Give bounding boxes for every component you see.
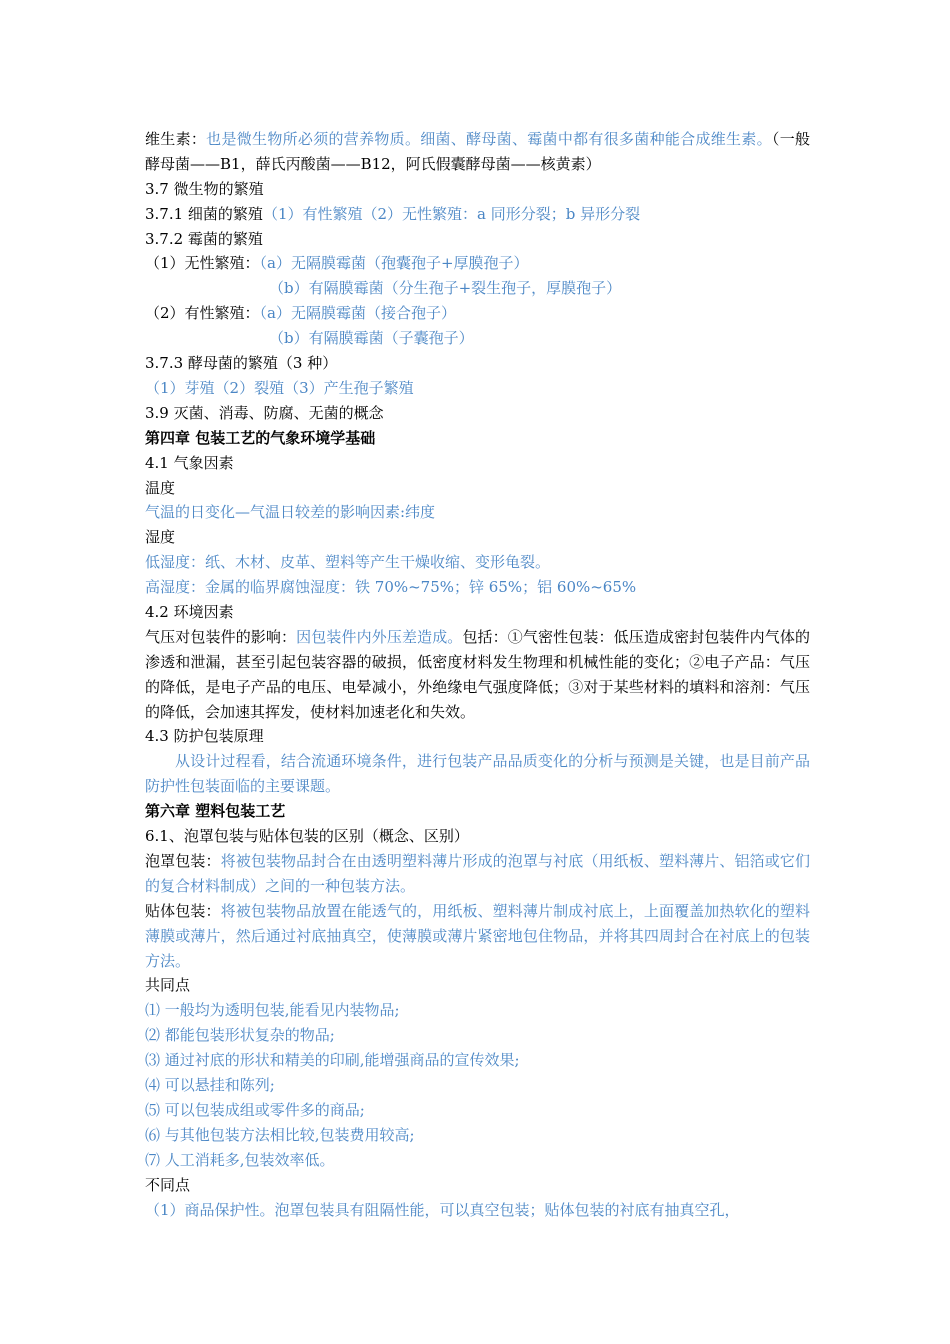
mold-sexual-a [145,301,810,326]
section-3-7-1 [145,202,810,227]
vitamin-examples: （一般酵母菌——B1，薛氏丙酸菌——B12，阿氏假囊酵母菌——核黄素） [145,130,810,173]
vitamin-desc: 也是微生物所必须的营养物质。细菌、酵母菌、霉菌中都有很多菌种能合成维生素。 [206,130,772,148]
chapter-4-title: 第四章 包装工艺的气象环境学基础 [145,428,376,447]
section-3-9: 3.9 灭菌、消毒、防腐、无菌的概念 [145,403,384,422]
mold-asexual-a [145,251,810,276]
pressure-label: 气压对包装件的影响： [145,627,297,646]
section-4-2: 4.2 环境因素 [145,602,234,621]
chapter-6-title: 第六章 塑料包装工艺 [145,802,286,821]
section-3-7-1-desc: （1）有性繁殖（2）无性繁殖：a 同形分裂；b 异形分裂 [262,204,641,223]
list-item: ⑴ 一般均为透明包装,能看见内装物品; [145,1001,400,1020]
document-page [145,127,810,1222]
blister-label: 泡罩包装： [145,851,221,870]
section-3-7: 3.7 微生物的繁殖 [145,179,264,198]
low-humidity: 低湿度：纸、木材、皮革、塑料等产生干燥收缩、变形龟裂。 [145,553,551,572]
humidity-heading: 湿度 [145,528,176,547]
high-humidity: 高湿度：金属的临界腐蚀湿度：铁 70%~75%；锌 65%；铝 60%~65% [145,578,637,597]
common-heading: 共同点 [145,976,191,995]
skin-desc: 将被包装物品放置在能透气的，用纸板、塑料薄片制成衬底上，上面覆盖加热软化的塑料薄膜或薄片，然后通过衬底抽真空，使薄膜或薄片紧密地包住物品，并将其四周封合在衬底上的包装方法。 [145,901,810,970]
section-3-7-3: 3.7.3 酵母菌的繁殖（3 种） [145,354,338,373]
list-item: ⑹ 与其他包装方法相比较,包装费用较高; [145,1125,415,1144]
list-item: ⑸ 可以包装成组或零件多的商品; [145,1100,365,1119]
difference-heading: 不同点 [145,1175,191,1194]
temperature-heading: 温度 [145,478,176,497]
pressure-details: 包括：①气密性包装：低压造成密封包装件内气体的渗透和泄漏，甚至引起包装容器的破损，低密度材料发生物理和机械性能的变化；②电子产品：气压的降低，是电子产品的电压、电晕减小，外绝缘电气强度降低；③对于某些材料的填料和溶剂：气压的降低，会加速其挥发，使材料加速老化和失效。 [145,627,810,721]
list-item: ⑷ 可以悬挂和陈列; [145,1076,275,1095]
yeast-reproduction: （1）芽殖（2）裂殖（3）产生孢子繁殖 [145,378,414,397]
list-item: ⑺ 人工消耗多,包装效率低。 [145,1150,335,1169]
section-3-7-1-title: 3.7.1 细菌的繁殖 [145,204,263,223]
skin-label: 贴体包装： [145,901,221,920]
temperature-desc: 气温的日变化—气温日较差的影响因素:纬度 [145,503,436,522]
protection-paragraph: 从设计过程看，结合流通环境条件，进行包装产品品质变化的分析与预测是关键，也是目前产品防护性包装面临的主要课题。 [145,752,810,796]
section-3-7-2: 3.7.2 霉菌的繁殖 [145,229,263,248]
mold-asexual-b: （b）有隔膜霉菌（分生孢子+裂生孢子，厚膜孢子） [269,279,622,298]
pressure-cause: 因包装件内外压差造成。 [296,627,463,646]
blister-desc: 将被包装物品封合在由透明塑料薄片形成的泡罩与衬底（用纸板、塑料薄片、铝箔或它们的复合材料制成）之间的一种包装方法。 [145,851,810,895]
list-item: ⑵ 都能包装形状复杂的物品; [145,1026,335,1045]
section-6-1: 6.1、泡罩包装与贴体包装的区别（概念、区别） [145,827,469,846]
blister-paragraph [145,849,810,899]
mold-sexual-a-desc: （a）无隔膜霉菌（接合孢子） [259,304,456,323]
section-4-1: 4.1 气象因素 [145,453,234,472]
skin-paragraph [145,899,810,974]
mold-sexual-label: （2）有性繁殖： [145,304,260,323]
mold-sexual-b: （b）有隔膜霉菌（子囊孢子） [269,329,474,348]
section-4-3: 4.3 防护包装原理 [145,727,264,746]
mold-asexual-a-desc: （a）无隔膜霉菌（孢囊孢子+厚膜孢子） [259,254,529,273]
pressure-paragraph [145,625,810,725]
difference-item-1: （1）商品保护性。泡罩包装具有阻隔性能，可以真空包装；贴体包装的衬底有抽真空孔， [145,1200,740,1219]
vitamin-label: 维生素： [145,130,207,148]
list-item: ⑶ 通过衬底的形状和精美的印刷,能增强商品的宣传效果; [145,1051,520,1070]
vitamin-paragraph [145,127,810,177]
mold-asexual-label: （1）无性繁殖： [145,254,260,273]
